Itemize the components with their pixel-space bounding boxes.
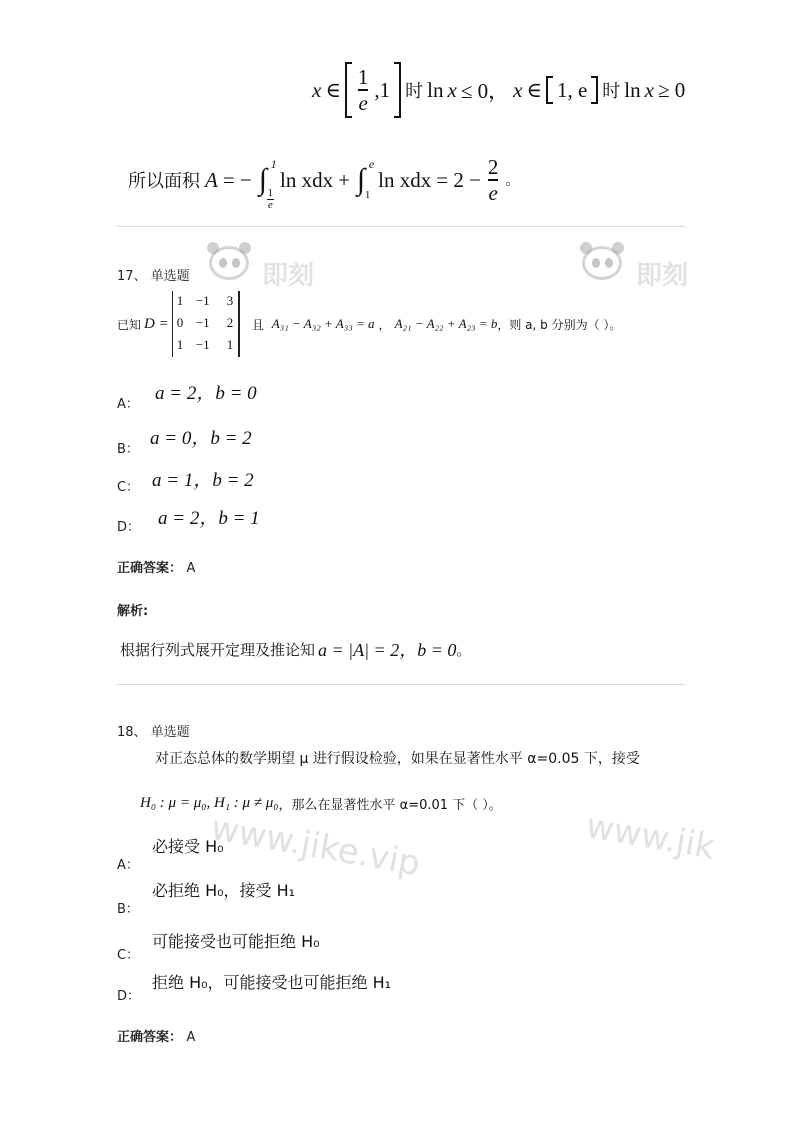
option-b-label[interactable]: B： bbox=[117, 902, 139, 917]
question-17-explain-label: 解析: bbox=[117, 604, 149, 619]
left-bracket-icon bbox=[546, 76, 553, 104]
option-a-text[interactable]: a = 2，b = 0 bbox=[155, 383, 257, 404]
left-bracket-icon bbox=[345, 62, 352, 118]
solution-line-interval: x ∈ $\frac{1}{e}$ ,1 时 ln x ≤ 0， x ∈ 1, e 时 ln x ≥ 0 bbox=[312, 58, 685, 122]
divider bbox=[117, 684, 685, 685]
option-c-label[interactable]: C： bbox=[117, 948, 140, 963]
option-d-text[interactable]: a = 2，b = 1 bbox=[158, 508, 260, 529]
option-b-text[interactable]: a = 0，b = 2 bbox=[150, 428, 252, 449]
question-17-stem: 已知 D = 1 −1 3 0 −1 2 1 −1 1 且 A₃₁ − A₃₂ + A₃₃ = a ， A₂₁ − A₂₂ + A₂₃ = b ，则 a, b 分别为（ ）。 bbox=[117, 289, 621, 359]
fraction-1-over-e: $\frac{1}{e}$ bbox=[357, 65, 369, 115]
question-18-header: 18、 单选题 bbox=[117, 725, 190, 740]
option-c-text[interactable]: 可能接受也可能拒绝 H₀ bbox=[152, 932, 320, 951]
solution-line-area: 所以面积 A = − ∫ 1 1 e ln xdx + ∫ e 1 ln xdx = 2 − $\frac{2}{e}$ 。 bbox=[128, 155, 520, 211]
option-d-label[interactable]: D： bbox=[117, 520, 141, 535]
option-d-text[interactable]: 拒绝 H₀，可能接受也可能拒绝 H₁ bbox=[152, 973, 392, 992]
option-a-text[interactable]: 必接受 H₀ bbox=[152, 837, 224, 856]
option-d-label[interactable]: D： bbox=[117, 989, 141, 1004]
watermark-url: www.jike.vip bbox=[208, 808, 424, 885]
watermark-url: www.jik bbox=[583, 806, 718, 868]
watermark-brand: 即刻 bbox=[262, 261, 315, 291]
panda-watermark-icon bbox=[205, 242, 253, 282]
question-18-stem-line1: 对正态总体的数学期望 μ 进行假设检验，如果在显著性水平 α=0.05 下，接受 bbox=[155, 751, 640, 767]
option-a-label[interactable]: A： bbox=[117, 858, 139, 873]
option-b-text[interactable]: 必拒绝 H₀，接受 H₁ bbox=[152, 881, 296, 900]
integral-sign-icon: ∫ 1 1 e bbox=[258, 157, 277, 211]
question-17-answer: 正确答案： A bbox=[117, 561, 196, 576]
integral-sign-icon: ∫ e 1 bbox=[356, 157, 375, 201]
divider bbox=[117, 226, 685, 227]
panda-watermark-icon bbox=[578, 242, 626, 282]
fraction-2-over-e: $\frac{2}{e}$ bbox=[487, 155, 499, 205]
determinant: 1 −1 3 0 −1 2 1 −1 1 bbox=[172, 291, 240, 357]
watermark-brand: 即刻 bbox=[636, 261, 689, 291]
right-bracket-icon bbox=[591, 76, 598, 104]
option-a-label[interactable]: A： bbox=[117, 397, 139, 412]
option-c-label[interactable]: C： bbox=[117, 480, 140, 495]
question-17-explanation: 根据行列式展开定理及推论知 a = |A| = 2，b = 0 。 bbox=[120, 640, 472, 660]
option-b-label[interactable]: B： bbox=[117, 442, 139, 457]
question-18-answer: 正确答案： A bbox=[117, 1030, 196, 1045]
question-18-stem-line2: H₀ : μ = μ₀, H₁ : μ ≠ μ₀ ，那么在显著性水平 α=0.01 下（ ）。 bbox=[140, 795, 502, 813]
right-bracket-icon bbox=[394, 62, 401, 118]
question-17-header: 17、 单选题 bbox=[117, 269, 190, 284]
option-c-text[interactable]: a = 1，b = 2 bbox=[152, 470, 254, 491]
